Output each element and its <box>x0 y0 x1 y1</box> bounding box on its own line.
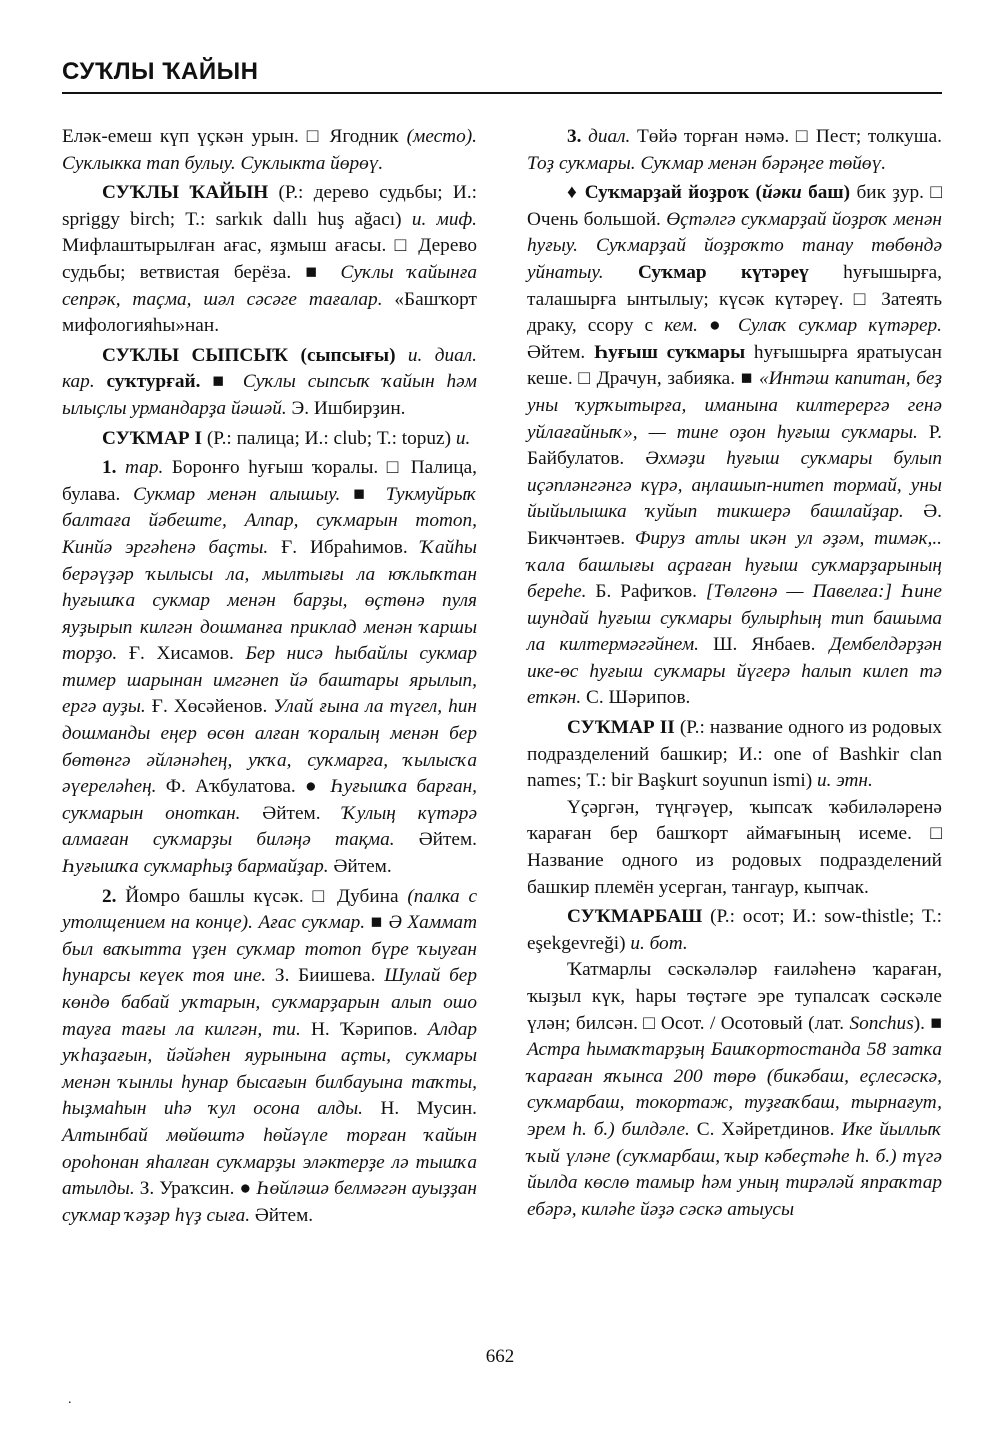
text-run: Тоҙ суҡмары. Суҡмар менән бәрәңге төйөү. <box>527 152 887 174</box>
text-run: Ҡулың күтәрә алмаған суҡмарҙы биләңә тақма. <box>62 802 477 851</box>
text-run: һуғышырға, талашырға ынтылыу; күсәк күтәреү. □ Затеять драку, ссору с <box>527 261 942 337</box>
text-run: (палка с утолщением на конце). <box>62 885 478 934</box>
text-run: Әйтем. <box>250 1204 314 1226</box>
text-run: и. этн. <box>816 770 873 792</box>
text-run: Суҡмар күтәреү <box>603 261 809 283</box>
text-run: С. Шәрипов. <box>581 687 691 709</box>
text-run: Улай ғына ла түгел, һин дошманды еңер өсөн алған ҡоралың менән бер бөтөнгә әйләнәһең, уҡҡа, суҡмарға, ҡылысҡа әүерeләһең. <box>62 696 477 798</box>
text-run: Әйтем. <box>240 802 343 824</box>
text-run: (Р.: палица; И.: club; Т.: topuz) <box>202 427 456 449</box>
text-run: Бер нисә һыбайлы сукмар тимер шарынан имгәнеп йә баштары ярылып, ергә ауҙы. <box>62 643 477 718</box>
text-run: З. Ураҡсин. ● <box>134 1178 257 1200</box>
text-run: Алтынбай мөйөштә һөйәүле торған ҡайын ороһонан яһалған суҡмарҙы эләктерҙе лә тышҡа атылды. <box>62 1124 477 1200</box>
entry-suqmarbash <box>527 904 942 957</box>
text-run: Һуғыш суҡмары <box>594 341 746 363</box>
text-run: Фируз атлы икән ул әҙәм, тимәк,.. ҡала башлығы аҫраған һуғыш суҡмарҙарының береһе. <box>527 527 942 603</box>
text-run: (Р.: название одного из родовых подразделений башкир; И.: one of Bashkir clan names; Т.: bir Başkurt soyunun ismi) <box>527 717 942 792</box>
sense-2 <box>62 884 477 1230</box>
sense-3 <box>527 124 942 177</box>
text-run: Әйтем. <box>328 856 392 878</box>
text-run: Ф. Аҡбулатова. ● <box>156 776 331 798</box>
text-run: Ш. Янбаев. <box>698 634 830 656</box>
page-title: СУҠЛЫ ҠАЙЫН <box>62 58 259 85</box>
text-run: Р. Байбулатов. <box>527 421 943 470</box>
text-run: Әхмәҙи һуғыш суҡмары булып иҫәпләнгәнгә күрә, аңлашып-нитеп тормай, уны йыйылышка ҡуйып тикшерә башлайҙар. <box>527 448 942 523</box>
text-run: баш) <box>801 182 851 204</box>
text-run: и. миф. <box>411 208 477 230</box>
text-run: СУҠЛЫ СЫПСЫҠ (сыпсығы) <box>102 344 396 366</box>
text-run: Алдар уҡһаҙағын, йәйәһен яурынына аҫты, суҡмары менән ҡынлы һунар бысағын билбауына таҡты, һыҙмаһын иһә ҡул осона алды. <box>62 1018 477 1120</box>
text-run: Ә. Бикчәнтәев. <box>527 501 942 549</box>
text-run: Ә Хаммат был ваҡытта үҙен суҡмар тотоп бүре ҡыуған һунарсы кеүек тоя ине. <box>62 912 477 987</box>
text-run: СУҠЛЫ ҠАЙЫН <box>102 182 269 204</box>
text-run: суҡтурғай. <box>94 371 201 393</box>
text-run: ). ■ <box>913 1012 942 1034</box>
text-run: и. <box>455 427 471 449</box>
entry-suqmar-1 <box>62 426 477 453</box>
text-run: Суҡлы ҡайынға сепрәк, таҫма, шәл сәсәге тағалар. <box>62 261 477 310</box>
text-run: Йомро башлы күсәк. □ Дубина <box>125 885 408 907</box>
text-run: (Р.: осот; И.: sow-thistle; Т.: eşekgevreği) <box>527 906 942 954</box>
text-run: тар. <box>125 457 164 479</box>
text-run: (Р.: дерево судьбы; И.: spriggy birch; Т.: sarkık dallı huş ağacı) <box>62 182 477 230</box>
text-run: Ҡатмарлы сәскәләләр ғаиләһенә ҡараған, ҡыҙыл күк, һары төҫтәге эре тупалсаҡ сәскәле үлән; билсән. □ Осот. / Осотовый (лат. <box>527 959 942 1034</box>
text-run: 2. <box>102 885 126 907</box>
text-run: Еләк-емеш күп үҫкән урын. □ Ягодник <box>62 126 407 147</box>
page-number: 662 <box>485 1346 515 1367</box>
text-run: Н. Ҡәрипов. <box>300 1018 428 1040</box>
margin-dot: . <box>68 1392 72 1407</box>
text-run: Э. Ишбирҙин. <box>286 397 406 419</box>
text-run: Ғ. Хисамов. <box>117 643 246 665</box>
entry-suqly-qayyn <box>62 180 477 340</box>
text-run: Һуғышҡа барған, суҡмарын оноткан. <box>62 776 478 824</box>
left-column <box>62 124 477 1229</box>
text-run: Ике йыллыҡ ҡый үләне (суҡмарбаш, ҡыр кәбеҫтәһе һ. б.) түгә йылда көслө тамыр һәм уның тирәләй япраҡтар ебәрә, киләһе йәҙә сәскә атыусы <box>527 1118 942 1220</box>
text-run: 3. <box>567 126 589 147</box>
text-run: Тукмуйрыҡ балтаға йәбеште, Алпар, суҡмарын тотоп, Кинйә эргәһенә баҫты. <box>62 483 477 558</box>
text-run: Ғ. Хөсәйенов. <box>145 696 274 718</box>
text-run: [Төлгөнә — Павелға:] Һине шундай һуғыш суҡмары булырһың тип башыма ла килтермәгәйнем. <box>527 581 942 656</box>
text-run: СУҠМАР II <box>567 717 675 739</box>
text-run: ■ <box>365 912 389 934</box>
text-run: кем. <box>664 315 698 337</box>
phrases-paragraph <box>527 180 942 712</box>
text-run: һуғышырға яратыусан кеше. □ Драчун, забияка. ■ <box>527 341 942 390</box>
text-run: СУҠМАРБАШ <box>567 906 703 928</box>
text-run: Мифлаштырылған ағас, яҙмыш ағасы. □ Дерево судьбы; ветвистая берёза. ■ <box>62 235 477 283</box>
text-run: Әйтем. <box>394 829 477 851</box>
entry-suqmar-2 <box>527 715 942 795</box>
sense-1 <box>62 455 477 881</box>
text-run: Шулай бер көндө бабай уҡтарын, суҡмарҙарын алып ошо тауға тағы ла килгән, ти. <box>62 965 477 1040</box>
text-run: Өҫтәлгә суҡмарҙай йоҙроҡ менән һуғыу. Суҡмарҙай йоҙроҡто танау төбөндә уйнатыу. <box>527 208 942 283</box>
text-run: З. Биишева. <box>266 965 385 987</box>
text-run: Ғ. Ибраһимов. <box>268 536 421 558</box>
text-run: «Интәш капитан, беҙ уны ҡурҡытырға, иманына килтерергә генә уйлағайныҡ», — тине оҙон һуғыш суҡмары. <box>527 368 942 443</box>
text-run: Төйә торған нәмә. □ Пест; толкуша. <box>630 126 942 147</box>
text-run: 1. <box>102 457 126 479</box>
text-run: Һуғышҡа суҡмарһыҙ бармайҙар. <box>62 856 329 878</box>
text-run: СУҠМАР I <box>102 427 203 449</box>
text-run: бик ҙур. □ Очень большой. <box>527 182 943 230</box>
text-run: Әйтем. <box>527 341 595 363</box>
text-run: Боронғо һуғыш ҡоралы. □ Палица, булава. <box>62 457 477 505</box>
entry-suqmarbash-definition <box>527 957 942 1223</box>
text-run: йәки <box>761 182 802 204</box>
entry-paragraph <box>62 124 477 177</box>
text-run: Н. Мусин. <box>362 1098 477 1120</box>
header-rule <box>62 92 942 94</box>
text-run: ♦ Суҡмарҙай йоҙроҡ ( <box>567 182 762 204</box>
text-run: Үҫәргән, түңгәүер, ҡыпсаҡ ҡәбиләләренә ҡараған бер башҡорт аймағының исеме. □ Название одного из родовых подразделений башкир племён усерган, тангаур, кыпчак. <box>527 796 942 898</box>
text-run: Ҡайһы берәүҙәр ҡылысы ла, мылтығы ла юҡлыҡтан һуғышҡа сукмар менән барҙы, өҫтөнә пуля яуҙырып килгән дошманға приклад менән ҡаршы торҙо. <box>62 536 477 665</box>
text-run: ■ <box>340 483 386 505</box>
text-run: ■ <box>200 371 243 393</box>
text-run: Б. Рафиҡов. <box>586 581 706 603</box>
text-run: Ағас суҡмар. <box>258 912 366 934</box>
text-run: диал. <box>588 126 631 147</box>
text-run: (место). Суклыкка тап булыу. Суклыкта йөрөү. <box>62 126 477 174</box>
text-run: Сулаҡ суҡмар күтәрер. <box>737 315 942 337</box>
text-run: «Башҡорт мифологияһы»нан. <box>62 288 477 337</box>
right-column <box>527 124 942 1223</box>
text-run: Астра һымаҡтарҙың Башҡортостанда 58 заткa ҡараған яҡынса 200 төрө (бикәбаш, еҫлесәскә, суҡмарбаш, токортаж, туҙғаҡбаш, тырнағут, эрем һ. б.) билдәле. <box>527 1039 942 1140</box>
entry-suqly-sypsyq <box>62 343 477 423</box>
text-run: и. диал. кар. <box>62 344 477 393</box>
entry-suqmar-2-definition <box>527 795 942 901</box>
text-run: ● <box>697 315 738 337</box>
text-run: Һөйләшә белмәгән ауыҙҙан суҡмар ҡәҙәр һүҙ сыға. <box>62 1178 477 1226</box>
text-run: Сукмар менән алышыу. <box>133 483 341 505</box>
text-run: Sonchus <box>849 1012 914 1034</box>
text-run: Суҡлы сыпсыҡ ҡайын һәм ылыҫлы урмандарҙа йәшәй. <box>62 371 477 419</box>
text-run: и. бот. <box>630 932 688 954</box>
text-run: С. Хәйретдинов. <box>689 1118 842 1140</box>
text-run: Дембелдәрҙән ике-өс һуғыш суҡмары йүгерә һалып килеп тә еткән. <box>527 634 942 709</box>
